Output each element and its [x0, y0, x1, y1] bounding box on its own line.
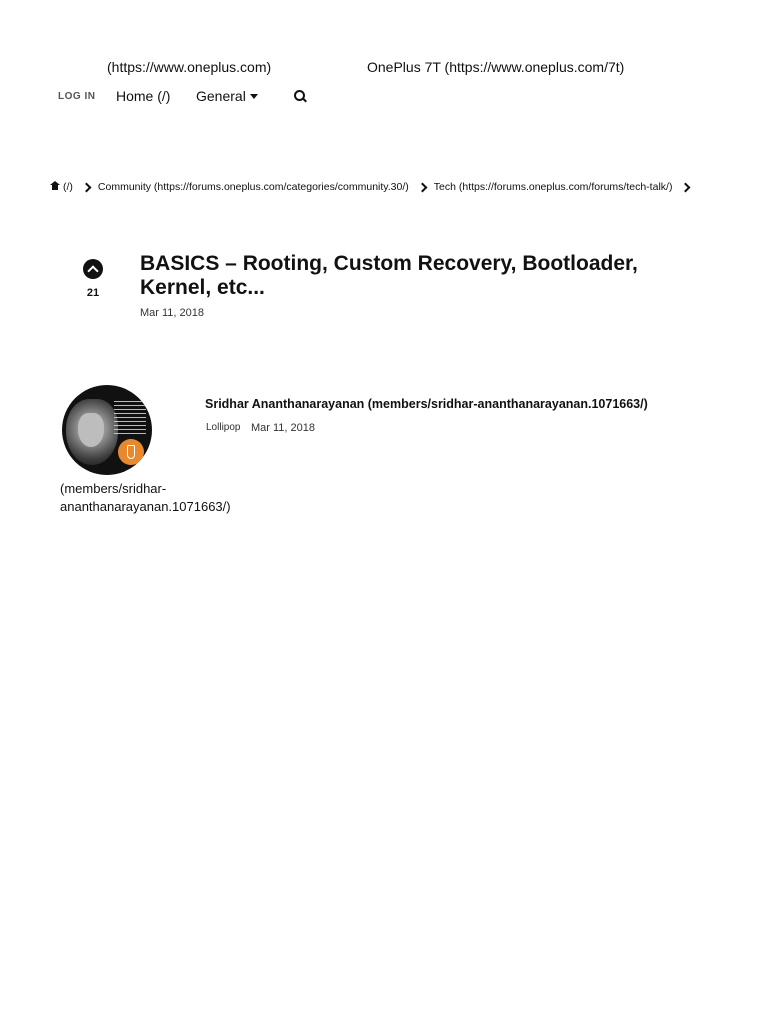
breadcrumb — [50, 180, 697, 194]
chevron-right-icon — [81, 182, 91, 192]
nav-general-label: General — [196, 88, 246, 104]
oneplus-home-link[interactable]: (https://www.oneplus.com) — [107, 59, 272, 75]
main-nav — [58, 86, 306, 106]
oneplus-7t-link[interactable]: OnePlus 7T (https://www.oneplus.com/7t) — [367, 59, 625, 75]
avatar[interactable] — [62, 385, 152, 475]
thread-title: BASICS – Rooting, Custom Recovery, Bootloader, Kernel, etc... — [140, 252, 638, 299]
thread-date: Mar 11, 2018 — [140, 307, 205, 319]
upvote-icon[interactable] — [83, 259, 103, 279]
nav-general-dropdown[interactable] — [196, 88, 296, 104]
breadcrumb-community[interactable]: Community (https://forums.oneplus.com/categories/community.30/) — [97, 181, 409, 193]
lion-face-shape — [78, 413, 104, 447]
breadcrumb-home-label: (/) — [63, 181, 73, 193]
breadcrumb-tech[interactable]: Tech (https://forums.oneplus.com/forums/tech-talk/) — [433, 181, 673, 193]
breadcrumb-home[interactable] — [50, 180, 73, 194]
chevron-right-icon — [681, 182, 691, 192]
chevron-right-icon — [417, 182, 427, 192]
home-icon — [50, 181, 60, 190]
avatar-link[interactable]: (members/sridhar-ananthanarayanan.1071663/) — [60, 481, 231, 514]
avatar-text-lines — [114, 401, 146, 435]
vote-count: 21 — [86, 287, 100, 299]
login-link[interactable]: LOG IN — [58, 90, 96, 102]
post-date: Mar 11, 2018 — [251, 422, 316, 434]
vote-widget — [82, 259, 104, 299]
caret-down-icon — [250, 94, 258, 99]
search-icon[interactable] — [294, 90, 306, 102]
nav-home-link[interactable]: Home (/) — [116, 88, 171, 104]
author-rank: Lollipop — [206, 422, 241, 433]
author-name-link[interactable]: Sridhar Ananthanarayanan (members/sridhar-ananthanarayanan.1071663/) — [205, 397, 648, 411]
badge-icon — [118, 439, 144, 465]
